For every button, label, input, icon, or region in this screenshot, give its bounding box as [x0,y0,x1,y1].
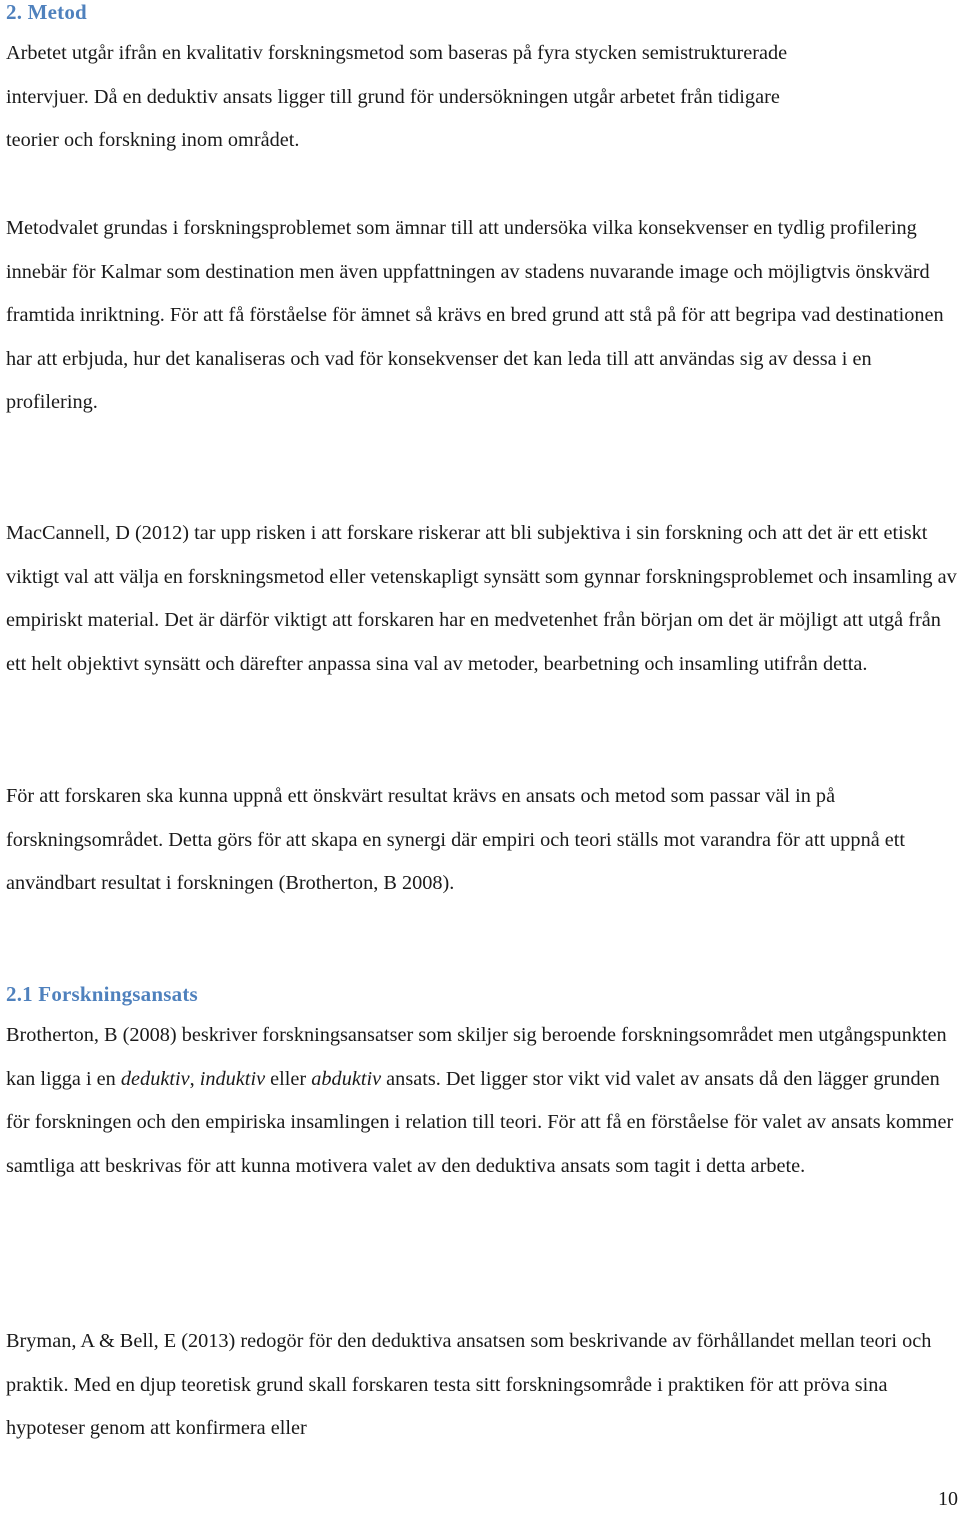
subsection-heading: 2.1 Forskningsansats [6,982,198,1006]
paragraph-brotherton [6,1014,960,1188]
paragraph-intro: Arbetet utgår ifrån en kvalitativ forskningsmetod som baseras på fyra stycken semistrukturerade intervjuer. Då en deduktiv ansats ligger till grund för undersökningen utgår arbetet från tidigare teorier och forskning inom området. [6,42,788,152]
term-induktiv: induktiv [199,1067,266,1090]
term-abduktiv: abduktiv [311,1067,382,1090]
separator: , [189,1067,200,1090]
term-deduktiv: deduktiv [120,1067,190,1090]
paragraph-metodval: Metodvalet grundas i forskningsproblemet som ämnar till att undersöka vilka konsekvenser en tydlig profilering innebär för Kalmar som destination men även uppfattningen av stadens nuvarande image och möjligtvis önskvärd framtida inriktning. För att få förståelse för ämnet så krävs en bred grund att stå på för att begripa vad destinationen har att erbjuda, hur det kanaliseras och vad för konsekvenser det kan leda till att användas sig av dessa i en profilering. [6,217,944,414]
page-number: 10 [938,1488,958,1510]
paragraph-resultat: För att forskaren ska kunna uppnå ett önskvärt resultat krävs en ansats och metod som passar väl in på forskningsområdet. Detta görs för att skapa en synergi där empiri och teori ställs mot varandra för att uppnå ett användbart resultat i forskningen (Brotherton, B 2008). [6,785,906,895]
paragraph-text: ansats. Det ligger stor vikt vid valet av ansats då den lägger grunden för forskningen och den empiriska insamlingen i relation till teori. För att få en förståelse för valet av ansats kommer samtliga att beskrivas för att kunna motivera valet av den deduktiva ansats som tagit i detta arbete. [6,1067,954,1177]
paragraph-maccannell: MacCannell, D (2012) tar upp risken i att forskare riskerar att bli subjektiva i sin forskning och att det är ett etiskt viktigt val att välja en forskningsmetod eller vetenskapligt synsätt som gynnar forskningsproblemet och insamling av empiriskt material. Det är därför viktigt att forskaren har en medvetenhet från början om det är möjligt att utgå från ett helt objektivt synsätt och därefter anpassa sina val av metoder, bearbetning och insamling utifrån detta. [6,522,957,675]
separator: eller [265,1067,312,1090]
section-heading: 2. Metod [6,0,87,24]
paragraph-bryman: Bryman, A & Bell, E (2013) redogör för den deduktiva ansatsen som beskrivande av förhållandet mellan teori och praktik. Med en djup teoretisk grund skall forskaren testa sitt forskningsområde i praktiken för att pröva sina hypoteser genom att konfirmera eller [6,1330,932,1440]
paragraph-text: Brotherton, B (2008) beskriver forskningsansatser som skiljer sig beroende forskningsområdet men utgångspunkten kan ligga i en [6,1024,947,1090]
